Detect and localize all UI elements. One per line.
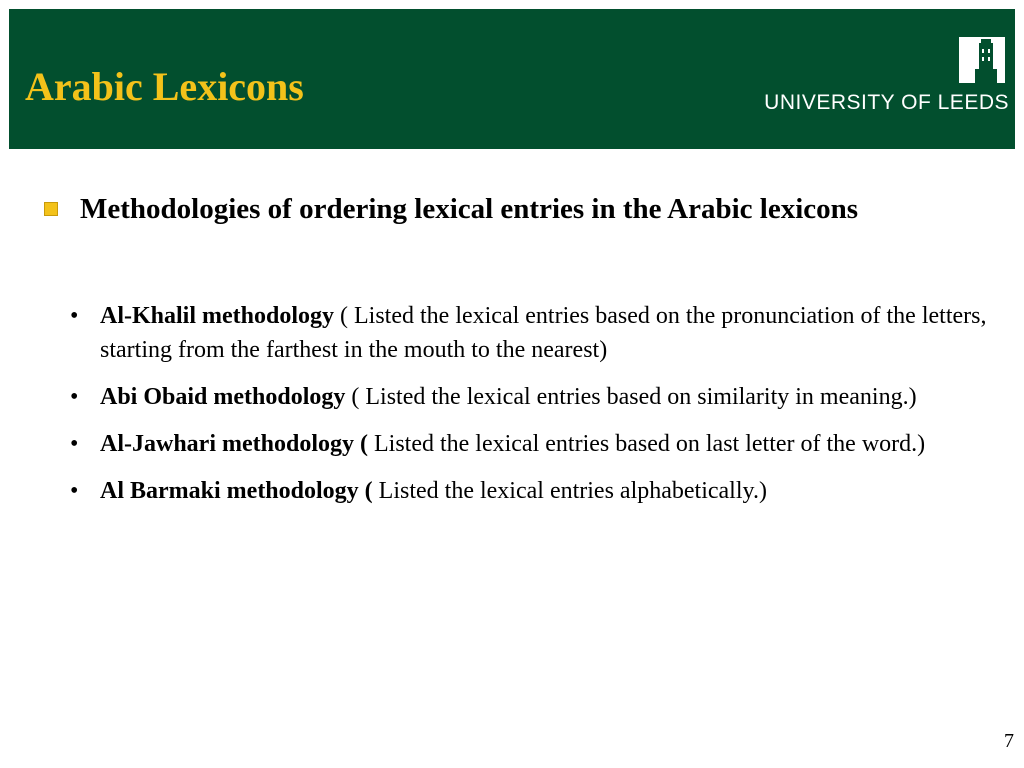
header-banner — [9, 9, 1015, 149]
methodology-description: ( Listed the lexical entries based on similarity in meaning.) — [345, 384, 917, 410]
slide-title: Arabic Lexicons — [25, 64, 304, 109]
bullet-dot-icon: • — [70, 478, 79, 504]
university-tower-icon — [959, 37, 1005, 83]
methodology-term: Al Barmaki methodology ( — [100, 478, 373, 504]
bullet-dot-icon: • — [70, 303, 79, 329]
methodology-description: Listed the lexical entries based on last letter of the word.) — [367, 431, 926, 457]
university-logo — [709, 37, 1009, 121]
methodology-description: Listed the lexical entries alphabetically.) — [372, 478, 767, 504]
university-name: UNIVERSITY OF LEEDS — [764, 91, 1009, 114]
main-point-text: Methodologies of ordering lexical entries in the Arabic lexicons — [80, 193, 859, 225]
methodology-description: ( Listed the lexical entries based on the pronunciation of the letters, starting from the farthest in the mouth to the nearest) — [100, 303, 987, 363]
bullet-dot-icon: • — [70, 384, 79, 410]
list-item — [70, 474, 1000, 508]
bullet-dot-icon: • — [70, 431, 79, 457]
methodology-term: Abi Obaid methodology — [100, 384, 346, 410]
list-item — [70, 299, 1000, 367]
methodology-term: Al-Khalil methodology — [100, 303, 335, 329]
page-number: 7 — [1004, 730, 1014, 752]
methodology-list — [70, 299, 1000, 521]
list-item — [70, 380, 1000, 414]
methodology-term: Al-Jawhari methodology ( — [100, 431, 368, 457]
square-bullet-icon — [44, 202, 58, 216]
list-item — [70, 427, 1000, 461]
